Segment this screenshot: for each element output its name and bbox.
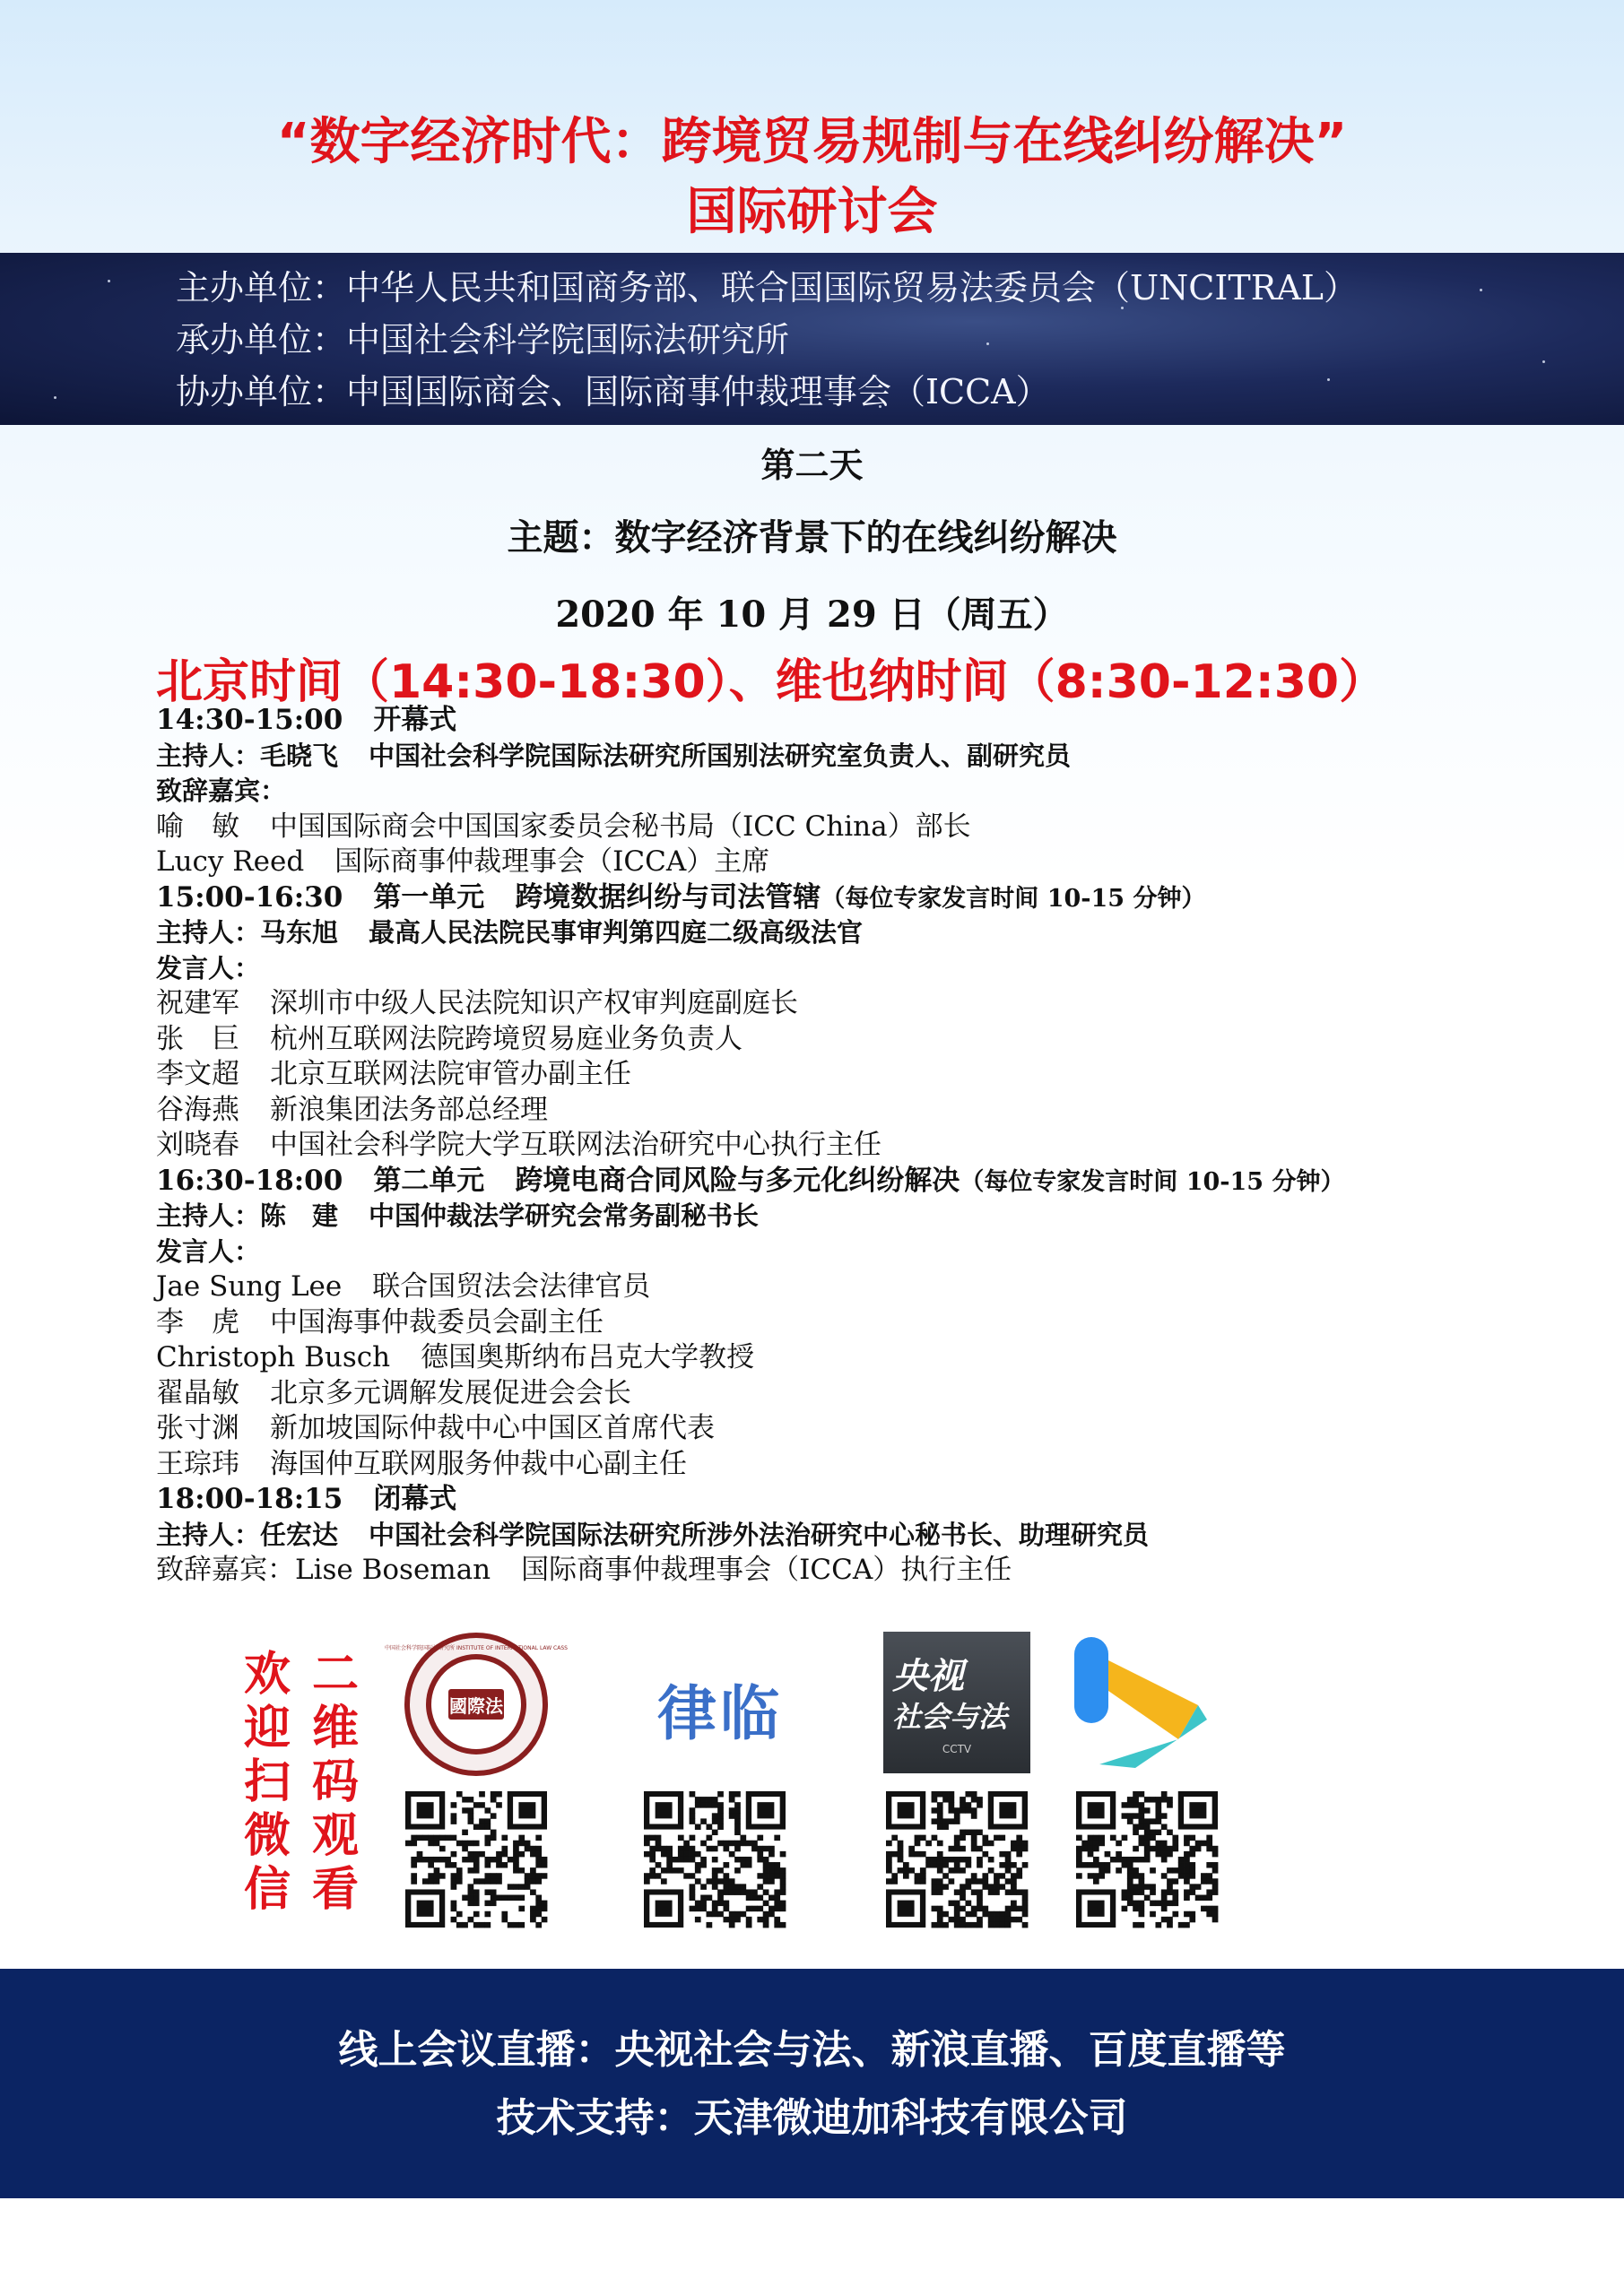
speaker-role: 新加坡国际仲裁中心中国区首席代表 (270, 1412, 715, 1444)
speaker-name: Christoph Busch (156, 1341, 391, 1373)
host-name: 马东旭 (260, 917, 339, 948)
list-item (156, 1093, 1555, 1129)
footer (0, 1969, 1624, 2198)
host-label: 协办单位： (176, 372, 347, 412)
cctv-logo-small: CCTV (942, 1743, 972, 1755)
speaker-role: 德国奥斯纳布吕克大学教授 (421, 1341, 755, 1373)
host-label: 主持人： (156, 1200, 261, 1231)
host-role: 最高人民法院民事审判第四庭二级高级法官 (369, 917, 864, 948)
speaker-role: 中国社会科学院大学互联网法治研究中心执行主任 (270, 1129, 881, 1161)
session2-speakers-label: 发言人： (156, 1235, 261, 1267)
host-label: 主持人： (156, 740, 261, 771)
guest-label: 致辞嘉宾： (156, 1554, 295, 1586)
speaker-name: 张寸渊 (156, 1412, 239, 1444)
host-role: 中国社会科学院国际法研究所国别法研究室负责人、副研究员 (369, 740, 1072, 771)
session-time: 14:30-15:00 (156, 704, 343, 736)
host-label: 主办单位： (176, 268, 347, 308)
cctv-logo-line1: 央视 (892, 1656, 964, 1697)
list-item (156, 1340, 1555, 1376)
welcome-char: 二 (311, 1648, 359, 1702)
time-banner: 北京时间（14:30-18:30）、维也纳时间（8:30-12:30） (156, 655, 1386, 709)
welcome-text-col2 (308, 1648, 362, 1917)
lvlin-logo-text: 律临 (657, 1679, 783, 1748)
speaker-name: 祝建军 (156, 987, 239, 1019)
host-label: 主持人： (156, 917, 261, 948)
speaker-name: 张 巨 (156, 1022, 239, 1055)
qr-code-1[interactable] (405, 1791, 547, 1928)
session-time: 18:00-18:15 (156, 1483, 343, 1515)
session1-speakers-label: 发言人： (156, 952, 261, 983)
list-item (156, 1022, 1555, 1058)
host-value: 中华人民共和国商务部、联合国国际贸易法委员会（UNCITRAL） (346, 268, 1359, 308)
cctv-logo (883, 1632, 1030, 1773)
speaker-role: 深圳市中级人民法院知识产权审判庭副庭长 (270, 987, 798, 1019)
list-item (156, 986, 1555, 1022)
title-block (0, 108, 1624, 247)
speaker-role: 中国海事仲裁委员会副主任 (270, 1305, 604, 1339)
host-value: 中国社会科学院国际法研究所 (346, 320, 790, 360)
list-item (156, 810, 1555, 845)
welcome-char: 信 (243, 1863, 291, 1917)
iil-seal-logo (385, 1630, 568, 1779)
session-time: 16:30-18:00 (156, 1164, 343, 1197)
speaker-role: 北京多元调解发展促进会会长 (270, 1376, 631, 1409)
opening-host (156, 739, 1555, 775)
session-title: 跨境数据纠纷与司法管辖 (515, 880, 821, 914)
speaker-role: 新浪集团法务部总经理 (270, 1093, 548, 1126)
speaker-role: 海国仲互联网服务仲裁中心副主任 (270, 1447, 687, 1480)
footer-tech-support: 技术支持：天津微迪加科技有限公司 (496, 2095, 1128, 2141)
host-label: 主持人： (156, 1519, 261, 1550)
schedule (156, 703, 1555, 1589)
play-logo (1073, 1633, 1216, 1768)
host-role: 中国社会科学院国际法研究所涉外法治研究中心秘书长、助理研究员 (369, 1519, 1150, 1550)
welcome-char: 观 (311, 1809, 359, 1863)
closing-host (156, 1518, 1555, 1554)
guest-role: 国际商事仲裁理事会（ICCA）主席 (334, 845, 770, 878)
qr-code-4[interactable] (1076, 1791, 1218, 1928)
hosts-band (0, 253, 1624, 425)
speaker-name: 谷海燕 (156, 1093, 239, 1126)
speaker-role: 联合国贸法会法律官员 (372, 1270, 651, 1303)
qr-code-3[interactable] (886, 1791, 1028, 1928)
session-note: （每位专家发言时间 10-15 分钟） (821, 884, 1206, 913)
host-name: 毛晓飞 (260, 740, 339, 771)
list-item (156, 1057, 1555, 1093)
theme-label: 主题：数字经济背景下的在线纠纷解决 (507, 517, 1117, 559)
guest-role: 国际商事仲裁理事会（ICCA）执行主任 (521, 1554, 1012, 1586)
session-title: 闭幕式 (373, 1483, 457, 1515)
welcome-char: 欢 (243, 1648, 291, 1702)
session-title: 开幕式 (373, 704, 457, 736)
welcome-char: 扫 (243, 1755, 291, 1809)
list-item (156, 1305, 1555, 1341)
speaker-name: Jae Sung Lee (156, 1270, 343, 1303)
welcome-char: 看 (311, 1863, 359, 1917)
closing-guest (156, 1553, 1555, 1589)
seal-ring-text: 中国社会科学院国际法研究所 INSTITUTE OF INTERNATIONAL LAW CASS (385, 1645, 568, 1651)
date-label: 2020 年 10 月 29 日（周五） (555, 593, 1069, 636)
welcome-char: 微 (243, 1809, 291, 1863)
opening-guests-label: 致辞嘉宾： (156, 775, 287, 806)
session-time: 15:00-16:30 (156, 880, 343, 914)
lvlin-logo (644, 1666, 796, 1748)
qr-code-2[interactable] (644, 1791, 786, 1928)
welcome-char: 迎 (243, 1702, 291, 1755)
welcome-text-col1 (240, 1648, 294, 1917)
footer-live-streams: 线上会议直播：央视社会与法、新浪直播、百度直播等 (338, 2027, 1286, 2073)
guest-name: Lucy Reed (156, 845, 305, 878)
session-unit: 第一单元 (373, 880, 485, 914)
speaker-role: 北京互联网法院审管办副主任 (270, 1058, 631, 1090)
speaker-name: 翟晶敏 (156, 1376, 239, 1409)
session-one (156, 880, 1555, 916)
host-row-undertaker (176, 316, 789, 364)
host-name: 陈 建 (260, 1200, 339, 1231)
speaker-name: 李 虎 (156, 1305, 239, 1339)
list-item (156, 1411, 1555, 1447)
guest-name: 喻 敏 (156, 810, 239, 843)
cctv-logo-line2: 社会与法 (892, 1700, 1008, 1734)
session-opening (156, 703, 1555, 739)
welcome-char: 维 (311, 1702, 359, 1755)
day-label: 第二天 (760, 446, 864, 485)
list-item (156, 1269, 1555, 1305)
speaker-name: 王琮玮 (156, 1447, 239, 1480)
page-subtitle: 国际研讨会 (686, 183, 938, 241)
host-name: 任宏达 (260, 1519, 339, 1550)
list-item (156, 1128, 1555, 1164)
speaker-name: 刘晓春 (156, 1129, 239, 1161)
session1-host (156, 915, 1555, 951)
session-closing (156, 1482, 1555, 1518)
list-item (156, 845, 1555, 880)
list-item (156, 1447, 1555, 1483)
list-item (156, 1376, 1555, 1412)
seal-text: 國際法 (449, 1695, 503, 1717)
host-label: 承办单位： (176, 320, 347, 360)
session-note: （每位专家发言时间 10-15 分钟） (960, 1167, 1345, 1196)
host-row-co-organizer (176, 368, 1050, 416)
session2-host (156, 1199, 1555, 1235)
page-title: “数字经济时代：跨境贸易规制与在线纠纷解决” (276, 113, 1348, 171)
host-role: 中国仲裁法学研究会常务副秘书长 (369, 1200, 760, 1231)
host-value: 中国国际商会、国际商事仲裁理事会（ICCA） (346, 372, 1050, 412)
session-two (156, 1164, 1555, 1200)
guest-role: 中国国际商会中国国家委员会秘书局（ICC China）部长 (270, 810, 971, 843)
session-title: 跨境电商合同风险与多元化纠纷解决 (515, 1164, 960, 1197)
guest-name: Lise Boseman (295, 1554, 491, 1586)
session-unit: 第二单元 (373, 1164, 485, 1197)
welcome-char: 码 (311, 1755, 359, 1809)
speaker-role: 杭州互联网法院跨境贸易庭业务负责人 (270, 1022, 743, 1055)
host-row-organizer (176, 264, 1358, 312)
speaker-name: 李文超 (156, 1058, 239, 1090)
